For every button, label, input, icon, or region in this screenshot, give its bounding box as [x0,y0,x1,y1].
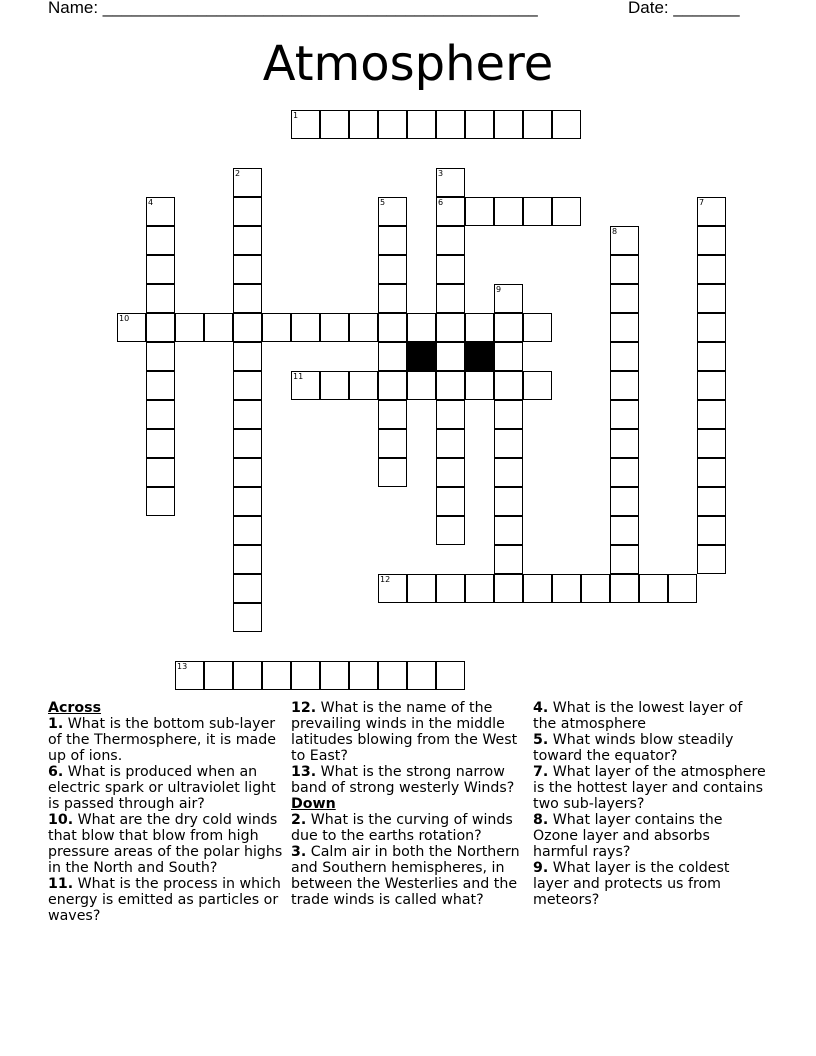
crossword-cell[interactable] [378,342,407,371]
clue-down-8: 8. What layer contains the Ozone layer and absorbs harmful rays? [533,812,723,860]
crossword-cell[interactable] [523,110,552,139]
crossword-cell[interactable] [233,400,262,429]
crossword-cell[interactable] [610,226,639,255]
clue-number: 13 [177,662,188,671]
page-title: Atmosphere [262,36,554,92]
crossword-cell[interactable] [465,574,494,603]
crossword-cell[interactable] [697,284,726,313]
black-square [465,342,494,371]
crossword-cell[interactable] [378,458,407,487]
crossword-cell[interactable] [697,487,726,516]
crossword-cell[interactable] [436,110,465,139]
crossword-cell[interactable] [349,313,378,342]
crossword-cell[interactable] [494,458,523,487]
crossword-cell[interactable] [610,371,639,400]
clue-number: 5 [380,198,386,207]
crossword-cell[interactable] [552,197,581,226]
crossword-cell[interactable] [552,574,581,603]
clue-down-9: 9. What layer is the coldest layer and protects us from meteors? [533,860,730,908]
crossword-cell[interactable] [291,313,320,342]
crossword-cell[interactable] [262,661,291,690]
crossword-cell[interactable] [233,226,262,255]
crossword-cell[interactable] [581,574,610,603]
crossword-cell[interactable] [378,400,407,429]
down-heading: Down [291,796,336,812]
clue-number: 9 [496,285,502,294]
crossword-cell[interactable] [465,313,494,342]
crossword-cell[interactable] [378,226,407,255]
crossword-cell[interactable] [320,371,349,400]
crossword-cell[interactable] [436,168,465,197]
crossword-cell[interactable] [378,661,407,690]
name-label: Name: ______________________________________________ [48,0,538,17]
crossword-cell[interactable] [697,313,726,342]
crossword-cell[interactable] [233,313,262,342]
crossword-cell[interactable] [175,313,204,342]
crossword-cell[interactable] [697,545,726,574]
crossword-cell[interactable] [146,429,175,458]
crossword-cell[interactable] [146,313,175,342]
crossword-cell[interactable] [494,516,523,545]
crossword-cell[interactable] [436,429,465,458]
crossword-cell[interactable] [436,574,465,603]
crossword-cell[interactable] [436,487,465,516]
crossword-cell[interactable] [697,516,726,545]
crossword-cell[interactable] [610,400,639,429]
crossword-cell[interactable] [233,661,262,690]
crossword-cell[interactable] [610,313,639,342]
crossword-cell[interactable] [494,545,523,574]
clue-number: 8 [612,227,618,236]
crossword-cell[interactable] [146,487,175,516]
crossword-cell[interactable] [610,284,639,313]
crossword-cell[interactable] [465,371,494,400]
clue-down-5: 5. What winds blow steadily toward the equator? [533,732,734,764]
crossword-cell[interactable] [436,255,465,284]
crossword-cell[interactable] [146,197,175,226]
crossword-cell[interactable] [610,255,639,284]
crossword-cell[interactable] [146,458,175,487]
crossword-cell[interactable] [436,226,465,255]
crossword-cell[interactable] [436,661,465,690]
crossword-cell[interactable] [378,197,407,226]
crossword-cell[interactable] [349,661,378,690]
clue-number: 6 [438,198,444,207]
clue-number: 7 [699,198,705,207]
crossword-cell[interactable] [146,400,175,429]
crossword-cell[interactable] [407,313,436,342]
crossword-cell[interactable] [233,371,262,400]
crossword-cell[interactable] [523,313,552,342]
crossword-cell[interactable] [407,110,436,139]
crossword-cell[interactable] [262,313,291,342]
clue-across-12: 12. What is the name of the prevailing winds in the middle latitudes blowing from the West to East? [291,700,518,764]
crossword-cell[interactable] [233,516,262,545]
clues-column-2 [291,700,527,908]
crossword-cell[interactable] [494,400,523,429]
crossword-cell[interactable] [407,371,436,400]
crossword-cell[interactable] [146,371,175,400]
crossword-cell[interactable] [494,197,523,226]
clue-across-13: 13. What is the strong narrow band of strong westerly Winds? [291,764,515,796]
crossword-cell[interactable] [407,661,436,690]
crossword-cell[interactable] [436,371,465,400]
crossword-cell[interactable] [291,110,320,139]
crossword-cell[interactable] [697,255,726,284]
crossword-cell[interactable] [494,487,523,516]
crossword-cell[interactable] [610,342,639,371]
crossword-cell[interactable] [378,313,407,342]
crossword-cell[interactable] [378,110,407,139]
crossword-cell[interactable] [697,342,726,371]
crossword-cell[interactable] [436,284,465,313]
crossword-cell[interactable] [233,458,262,487]
crossword-cell[interactable] [523,371,552,400]
crossword-cell[interactable] [378,284,407,313]
crossword-cell[interactable] [233,487,262,516]
crossword-cell[interactable] [233,197,262,226]
crossword-cell[interactable] [494,284,523,313]
clue-number: 11 [293,372,304,381]
crossword-cell[interactable] [378,574,407,603]
crossword-cell[interactable] [465,197,494,226]
crossword-cell[interactable] [378,371,407,400]
crossword-cell[interactable] [146,342,175,371]
clues-column-1 [48,700,284,924]
date-label: Date: _______ [628,0,740,17]
crossword-cell[interactable] [436,313,465,342]
clue-number: 12 [380,575,391,584]
clue-across-11: 11. What is the process in which energy is emitted as particles or waves? [48,876,281,924]
crossword-cell[interactable] [233,429,262,458]
crossword-cell[interactable] [610,487,639,516]
crossword-cell[interactable] [697,458,726,487]
clue-across-1: 1. What is the bottom sub-layer of the Thermosphere, it is made up of ions. [48,716,276,764]
crossword-cell[interactable] [610,429,639,458]
crossword-cell[interactable] [233,255,262,284]
crossword-cell[interactable] [117,313,146,342]
crossword-cell[interactable] [697,429,726,458]
clue-number: 10 [119,314,130,323]
crossword-cell[interactable] [378,429,407,458]
crossword-cell[interactable] [436,342,465,371]
crossword-cell[interactable] [436,516,465,545]
crossword-cell[interactable] [436,458,465,487]
clue-down-3: 3. Calm air in both the Northern and Southern hemispheres, in between the Westerlies and the trade winds is called what? [291,844,520,908]
crossword-cell[interactable] [523,197,552,226]
crossword-cell[interactable] [697,371,726,400]
crossword-cell[interactable] [378,255,407,284]
crossword-cell[interactable] [610,574,639,603]
crossword-cell[interactable] [465,110,494,139]
crossword-cell[interactable] [697,197,726,226]
crossword-cell[interactable] [610,516,639,545]
crossword-cell[interactable] [523,574,552,603]
clue-down-4: 4. What is the lowest layer of the atmosphere [533,700,743,732]
clue-number: 1 [293,111,299,120]
clue-number: 3 [438,169,444,178]
crossword-cell[interactable] [146,284,175,313]
crossword-cell[interactable] [233,574,262,603]
crossword-cell[interactable] [349,110,378,139]
crossword-cell[interactable] [494,313,523,342]
crossword-cell[interactable] [233,284,262,313]
clue-number: 4 [148,198,154,207]
clue-number: 2 [235,169,241,178]
crossword-cell[interactable] [436,400,465,429]
crossword-cell[interactable] [320,110,349,139]
crossword-cell[interactable] [668,574,697,603]
crossword-cell[interactable] [349,371,378,400]
crossword-cell[interactable] [291,661,320,690]
crossword-cell[interactable] [233,545,262,574]
clues-column-3 [533,700,769,908]
clue-down-7: 7. What layer of the atmosphere is the hottest layer and contains two sub-layers? [533,764,766,812]
crossword-cell[interactable] [639,574,668,603]
crossword-cell[interactable] [204,661,233,690]
crossword-cell[interactable] [146,226,175,255]
clue-down-2: 2. What is the curving of winds due to the earths rotation? [291,812,513,844]
crossword-cell[interactable] [291,371,320,400]
crossword-cell[interactable] [494,429,523,458]
clue-across-10: 10. What are the dry cold winds that blow that blow from high pressure areas of the polar highs in the North and South? [48,812,283,876]
crossword-cell[interactable] [436,197,465,226]
crossword-cell[interactable] [320,313,349,342]
crossword-cell[interactable] [233,168,262,197]
crossword-cell[interactable] [494,371,523,400]
crossword-cell[interactable] [494,574,523,603]
crossword-cell[interactable] [610,545,639,574]
crossword-cell[interactable] [233,342,262,371]
across-heading: Across [48,700,102,716]
black-square [407,342,436,371]
crossword-cell[interactable] [494,342,523,371]
crossword-cell[interactable] [175,661,204,690]
crossword-cell[interactable] [697,226,726,255]
crossword-cell[interactable] [407,574,436,603]
crossword-cell[interactable] [204,313,233,342]
crossword-cell[interactable] [233,603,262,632]
crossword-cell[interactable] [494,110,523,139]
crossword-cell[interactable] [146,255,175,284]
crossword-cell[interactable] [610,458,639,487]
clue-across-6: 6. What is produced when an electric spark or ultraviolet light is passed through air? [48,764,276,812]
crossword-cell[interactable] [320,661,349,690]
crossword-cell[interactable] [552,110,581,139]
crossword-cell[interactable] [697,400,726,429]
